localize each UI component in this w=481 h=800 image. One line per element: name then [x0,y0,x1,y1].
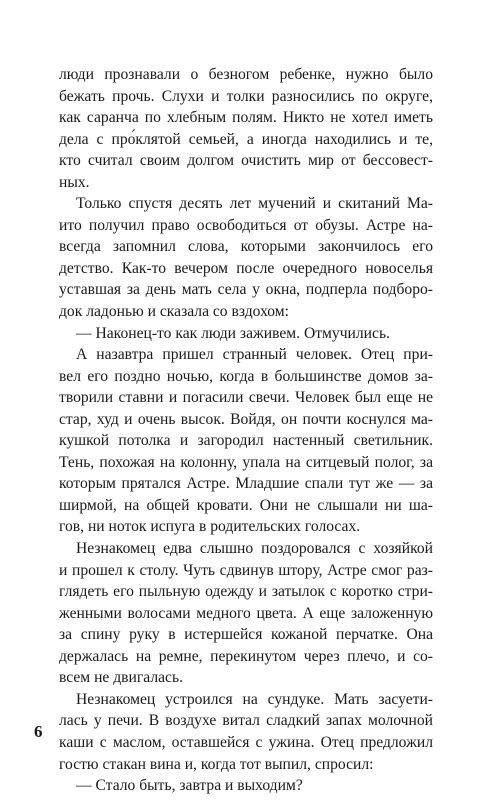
text-line: дела с про́клятой семьей, а иногда находились и те, [59,130,433,148]
text-line: Незнакомец едва слышно поздоровался с хозяйкой [76,540,433,558]
text-line: ных. [59,173,90,191]
text-line: как саранча по хлебным полям. Никто не хотел иметь [59,109,433,127]
text-line: — Наконец-то как люди заживем. Отмучились. [76,324,390,342]
text-line: кто считал своим долгом очистить мир от бессовест- [59,152,433,170]
text-line: которым прятался Астре. Младшие спали тут же — за [59,475,433,493]
text-line: ширмой, на общей кровати. Они не слышали ни ша- [59,496,433,514]
text-line: уставшая за день мать села у окна, подперла подборо- [59,281,433,299]
text-line: держалась на ремне, перекинутом через плечо, и со- [59,647,433,665]
text-line: бежать прочь. Слухи и толки разносились по округе, [59,87,433,105]
text-line: Только спустя десять лет мучений и скитаний Ма- [76,195,433,213]
text-line: всем не двигалась. [59,669,183,687]
text-line: всегда запомнил слова, которыми закончилось его [59,238,433,256]
text-line: и прошел к столу. Чуть сдвинув штору, Астре смог раз- [59,561,433,579]
text-line: лась у печи. В воздухе витал сладкий запах молочной [59,712,433,730]
text-line: детство. Как-то вечером после очередного новоселья [59,259,433,277]
text-line: люди прознавали о безногом ребенке, нужно было [59,66,433,83]
text-line: — Стало быть, завтра и выходим? [76,777,303,795]
page-number: 6 [34,722,43,741]
text-line: женными волосами медного цвета. А еще заложенную [59,604,433,622]
text-line: док ладонью и сказала со вздохом: [59,303,289,321]
text-line: Незнакомец устроился на сундуке. Мать засуети- [76,690,433,708]
text-line: глядеть его пыльную одежду и затылок с коротко стри- [59,583,433,601]
text-line: А назавтра пришел странный человек. Отец при- [76,346,433,364]
text-line: каши с маслом, оставшейся с ужина. Отец предложил [59,733,433,751]
text-line: творили ставни и погасили свечи. Человек был еще не [59,389,433,407]
text-line: стар, худ и очень высок. Войдя, он почти коснулся ма- [59,410,433,428]
text-line: гов, ни ноток испуга в родительских голосах. [59,518,361,536]
text-line: вел его поздно ночью, когда в большинстве домов за- [59,367,433,385]
text-line: ито получил право освободиться от обузы. Астре на- [59,216,433,234]
text-line: кушкой потолка и загородил настенный светильник. [59,432,433,450]
text-line: за спину руку в истершейся кожаной перчатке. Она [59,626,433,644]
text-line: гостю стакан вина и, когда тот выпил, спросил: [59,755,374,773]
text-line: Тень, похожая на колонну, упала на ситцевый полог, за [59,453,433,471]
body-text [59,64,433,797]
